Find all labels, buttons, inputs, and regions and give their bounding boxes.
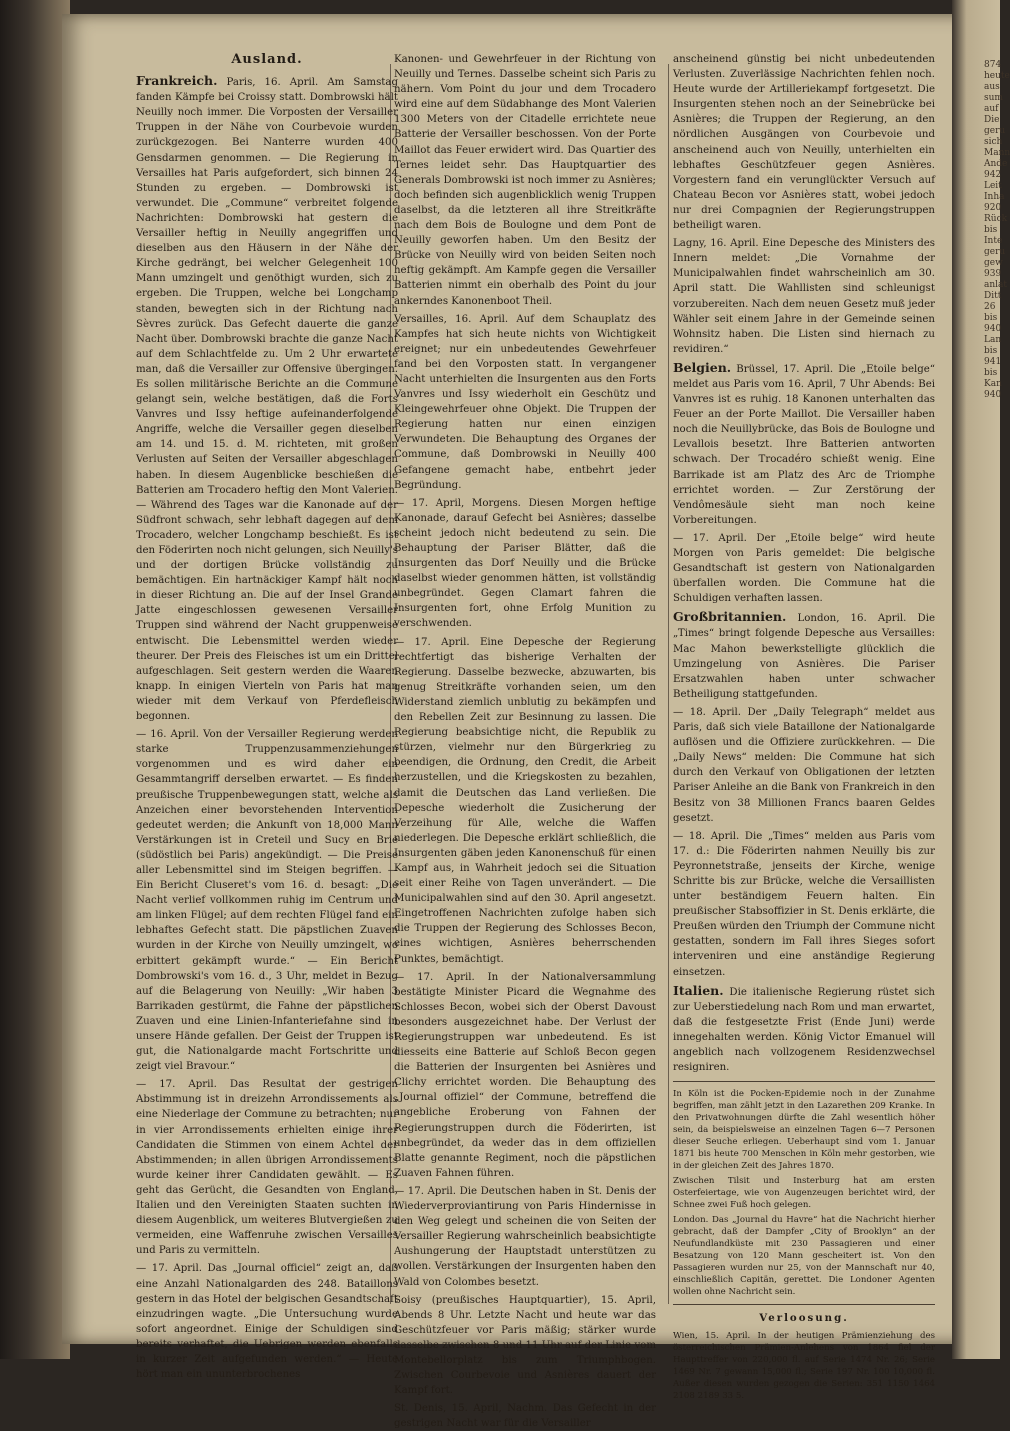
- article-paragraph: [394, 1401, 656, 1431]
- book-spine: [0, 0, 70, 1359]
- paragraph-text: Lagny, 16. April. Eine Depesche des Ministers des Innern meldet: „Die Vornahme der Municipalwahlen findet wahrscheinlich am 30. April statt. Die Wahllisten sind schleunigst vorzubereiten. Nach dem neuen Gesetz muß jeder Wähler seit einem Jahre in der Gemeinde seinen Wohnsitz haben. Die Listen sind hiernach zu revidiren.“: [673, 238, 935, 355]
- article-paragraph: [136, 1077, 398, 1258]
- country-heading: Belgien.: [673, 359, 732, 375]
- article-paragraph: [673, 360, 935, 528]
- paragraph-text: — 17. April. Der „Etoile belge“ wird heute Morgen von Paris gemeldet: Die belgische Gesandtschaft ist gestern von Nationalgarden überfallen worden. Die Commune hat die Schuldigen verhaften lassen.: [673, 532, 935, 605]
- divider: [673, 1304, 935, 1305]
- article-paragraph: [394, 635, 656, 967]
- paragraph-text: — 17. April. Das Resultat der gestrigen Abstimmung ist in dreizehn Arrondissements als eine Niederlage der Commune zu betrachten; nur in vier Arrondissements erhielten einige ihrer Candidaten die Stimmen von einem Achtel der Abstimmenden; in allen übrigen Arrondissements wurde keiner ihrer Candidaten gewählt. — Es geht das Gerücht, die Gesandten von England, Italien und den Vereinigten Staaten suchten in diesem Augenblick, um weiteres Blutvergießen zu vermeiden, eine Waffenruhe zwischen Versailles und Paris zu vermitteln.: [136, 1079, 398, 1257]
- article-paragraph: [673, 52, 935, 233]
- divider: [673, 1081, 935, 1082]
- news-brief: London. Das „Journal du Havre“ hat die Nachricht hierher gebracht, daß der Dampfer „City of Brooklyn“ an der Neufundlandküste mit 230 Passagieren und einer Besatzung von 120 Mann gescheitert ist. Von den Passagieren wurden nur 25, von der Mannschaft nur 40, einschließlich Capitän, gerettet. Die Londoner Agenten wollen ohne Nachricht sein.: [673, 1215, 935, 1298]
- next-page-text: 874 heute aus sum auf Die geru sich Mann Ande 942 Leit Inha 920 Rück bis Inte geru gew 939 anlat Ditt 26 bis 940 Lan bis 941 bis Kan 940: [984, 60, 1010, 400]
- country-heading: Frankreich.: [136, 73, 218, 89]
- article-paragraph: [136, 73, 398, 724]
- paragraph-text: Die italienische Regierung rüstet sich zur Ueberstiedelung nach Rom und man erwartet, daß die festgesetzte Frist (Ende Juni) werde innegehalten werden. König Victor Emanuel will angeblich nach vollzogenem Residenzwechsel resigniren.: [673, 986, 935, 1074]
- paragraph-text: — 17. April, Morgens. Diesen Morgen heftige Kanonade, darauf Gefecht bei Asnières; dasselbe scheint jedoch nicht bedeutend zu sein. Die Behauptung der Pariser Blätter, daß die Insurgenten das Dorf Neuilly und die Brücke daselbst wieder genommen hätten, ist vollständig unbegründet. Gegen Clamart fahren die Insurgenten fort, ohne Erfolg Munition zu verschwenden.: [394, 497, 656, 630]
- article-paragraph: [394, 52, 656, 309]
- paragraph-text: — 17. April. Die Deutschen haben in St. Denis der Wiederverproviantirung von Paris Hindernisse in den Weg gelegt und scheinen die von Seiten der Versailler Regierung wahrscheinlich beabsichtigte Aushungerung der Hauptstadt unterstützen zu wollen. Verstärkungen der Insurgenten haben den Wald von Colombes besetzt.: [394, 1185, 656, 1288]
- section-title: Ausland.: [231, 52, 303, 67]
- paragraph-text: Soisy (preußisches Hauptquartier), 15. April, Abends 8 Uhr. Letzte Nacht und heute war das Geschützfeuer vor Paris mäßig; stärker wurde dasselbe zwischen 8 und 11 Uhr auf der Linie vom Montebellorplatz bis zum Triumphbogen. Zwischen Courbevoie und Asnières dauert der Kampf fort.: [394, 1294, 656, 1397]
- article-paragraph: [136, 727, 398, 1074]
- column-1: [136, 52, 398, 1381]
- article-paragraph: [673, 609, 935, 702]
- paragraph-text: — 18. April. Der „Daily Telegraph“ meldet aus Paris, daß sich viele Bataillone der Nationalgarde auflösen und die Offiziere zurückkehren. — Die „Daily News“ melden: Die Commune hat sich durch den Verkauf von Obligationen der letzten Pariser Anleihe an die Bank von Frankreich in den Besitz von 38 Millionen Francs baaren Geldes gesetzt.: [673, 706, 935, 824]
- column-rule-2: [668, 64, 669, 1304]
- article-paragraph: [673, 236, 935, 357]
- article-paragraph: [394, 312, 656, 493]
- column-2: [394, 52, 656, 1430]
- paragraph-text: Brüssel, 17. April. Die „Etoile belge“ meldet aus Paris vom 16. April, 7 Uhr Abends: Bei Vanvres ist es ruhig. 18 Kanonen unterhalten das Feuer an der Porte Maillot. Die Versailler haben noch die Neuillybrücke, das Bois de Boulogne und Levallois besetzt. Ihre Batterien antworten schwach. Der Trocadéro schießt wenig. Eine Barrikade ist am Platz des Arc de Triomphe errichtet worden. — Zur Zerstörung der Vendômesäule sieht man noch keine Vorbereitungen.: [673, 363, 935, 526]
- verloosung-text: Wien, 15. April. In der heutigen Prämienziehung des österreichischen Prämien-Anlehens von 1864 fiel der Haupttreffer von 220,000 fl. auf Serie 1474 Nr. 26; Serie 1469 Nr. 7 gewann 15,000 fl.; Serie 197 Nr. 100 10,000 fl. Außer diesen wurden gezogen die Serien: 351 1150 1464 2108 2189 33 5.: [673, 1331, 935, 1402]
- paragraph-text: Paris, 16. April. Am Samstag fanden Kämpfe bei Croissy statt. Dombrowski hält Neuilly noch immer. Die Vorposten der Versailler Truppen in der Nähe von Courbevoie wurden zurückgezogen. Bei Nanterre wurden 400 Gensdarmen genommen. — Die Regierung in Versailles hat Paris aufgefordert, sich binnen 24 Stunden zu ergeben. — Dombrowski ist verwundet. Die „Commune“ verbreitet folgende Nachrichten: Dombrowski hat gestern die Versailler heftig in Neuilly angegriffen und dieselben aus den Häusern in der Nähe der Kirche gedrängt, bei welcher Gelegenheit 100 Mann umzingelt und genöthigt wurden, sich zu ergeben. Die Truppen, welche bei Longchamp standen, bewegten sich in der Richtung nach Sèvres zurück. Das Gefecht dauerte die ganze Nacht über. Dombrowski brachte die ganze Nacht auf dem Schlachtfelde zu. Um 2 Uhr erwartete man, daß die Versailler zur Offensive übergingen. Es sollen militärische Berichte an die Commune gelangt sein, welche bestätigen, daß die Forts Vanvres und Issy heftige aufeinanderfolgende Angriffe, welche die Versailler gegen dieselben am 14. und 15. d. M. richteten, mit großen Verlusten auf Seiten der Versailler abgeschlagen haben. In diesem Augenblicke beschießen die Batterien am Trocadero heftig den Mont Valerien. — Während des Tages war die Kanonade auf der Südfront schwach, sehr lebhaft dagegen auf dem Trocadero, welcher Longchamp beschießt. Es ist den Föderirten noch nicht gelungen, sich Neuilly's und der dortigen Brücke vollständig zu bemächtigen. Ein hartnäckiger Kampf hält noch in dieser Richtung an. Die auf der Insel Grande Jatte eingeschlossen gewesenen Versailler Truppen sind während der Nacht gruppenweise entwischt. Die Lebensmittel werden wieder theurer. Der Preis des Fleisches ist um ein Drittel aufgeschlagen. Seit gestern werden die Waaren knapp. In einigen Vierteln von Paris hat man wieder mit dem Verkauf von Pferdefleisch begonnen.: [136, 77, 398, 723]
- verloosung-title: Verloosung.: [759, 1312, 849, 1325]
- article-paragraph: [673, 705, 935, 826]
- paragraph-text: St. Denis, 15. April, Nachm. Das Gefecht in der gestrigen Nacht war für die Versailler: [394, 1403, 656, 1430]
- article-paragraph: [394, 496, 656, 632]
- paragraph-text: — 18. April. Die „Times“ melden aus Paris vom 17. d.: Die Föderirten nahmen Neuilly bis zur Peyronnetstraße, jenseits der Kirche, wenige Schritte bis zur Brücke, welche die Versaillisten unter beständigem Feuern halten. Ein preußischer Stabsoffizier in St. Denis erklärte, die Preußen würden den Triumph der Commune nicht gestatten, sondern im Fall ihres Sieges sofort interveniren und eine anständige Regierung einsetzen.: [673, 830, 935, 978]
- article-paragraph: [394, 970, 656, 1181]
- paragraph-text: anscheinend günstig bei nicht unbedeutenden Verlusten. Zuverlässige Nachrichten fehlen noch. Heute wurde der Artilleriekampf fortgesetzt. Die Insurgenten stehen noch an der Seinebrücke bei Asnières; die Truppen der Regierung, an den nördlichen Ausgängen von Courbevoie und anscheinend auch von Neuilly, unterhielten ein lebhaftes Geschützfeuer gegen Asnières. Vorgestern fand ein verunglückter Versuch auf Chateau Becon vor Asnières statt, wobei jedoch nur drei Compagnien der Regierungstruppen betheiligt waren.: [673, 54, 935, 232]
- news-brief: Zwischen Tilsit und Insterburg hat am ersten Osterfeiertage, wie von Augenzeugen berichtet wird, der Schnee zwei Fuß hoch gelegen.: [673, 1176, 935, 1211]
- paragraph-text: — 17. April. Das „Journal officiel“ zeigt an, daß eine Anzahl Nationalgarden des 248. Bataillons gestern in das Hotel der belgischen Gesandtschaft einzudringen wagte. „Die Untersuchung wurde sofort angeordnet. Einige der Schuldigen sind bereits verhaftet, die Uebrigen werden ebenfalls in kurzer Zeit aufgefunden werden.“ — Heute hört man ein ununterbrochenes: [136, 1263, 398, 1381]
- article-paragraph: [673, 829, 935, 980]
- paragraph-text: Kanonen- und Gewehrfeuer in der Richtung von Neuilly und Ternes. Dasselbe scheint sich Paris zu nähern. Vom Point du jour und dem Trocadero wird eine auf dem Südabhange des Mont Valerien 1300 Meters von der Citadelle errichtete neue Batterie der Versailler beschossen. Von der Porte Maillot das Feuer erwidert wird. Das Quartier des Ternes leidet sehr. Das Hauptquartier des Generals Dombrowski ist noch immer zu Asnières; doch befinden sich augenblicklich wenig Truppen daselbst, da die letzteren all ihre Streitkräfte nach dem Bois de Boulogne und dem Pont de Neuilly geworfen haben. Um den Besitz der Brücke von Neuilly wird von beiden Seiten noch heftig gekämpft. Am Kampfe gegen die Versailler Batterien nimmt ein oberhalb des Point du jour ankerndes Kanonenboot Theil.: [394, 54, 656, 307]
- country-heading: Italien.: [673, 982, 724, 998]
- article-paragraph: [394, 1184, 656, 1290]
- paragraph-text: — 16. April. Von der Versailler Regierung werden starke Truppenzusammenziehungen vorgenommen und es wird daher ein Gesammtangriff derselben erwartet. — Es finden preußische Truppenbewegungen statt, welche als Anzeichen einer bevorstehenden Intervention gedeutet werden; die Ankunft von 18,000 Mann Verstärkungen ist in Creteil und Sucy en Brie (südöstlich bei Paris) angekündigt. — Die Preise aller Lebensmittel sind im Steigen begriffen. — Ein Bericht Cluseret's vom 16. d. besagt: „Die Nacht verlief vollkommen ruhig im Centrum und am linken Flügel; auf dem rechten Flügel fand ein lebhaftes Gefecht statt. Die päpstlichen Zuaven wurden in der Kirche von Neuilly umzingelt, wo erbittert gekämpft wurde.“ — Ein Bericht Dombrowski's vom 16. d., 3 Uhr, meldet in Bezug auf die Belagerung von Neuilly: „Wir haben 3 Barrikaden gestürmt, die Fahne der päpstlichen Zuaven und eine Linien-Infanteriefahne sind in unsere Hände gefallen. Der Geist der Truppen ist gut, die Nationalgarde macht Fortschritte und zeigt viel Bravour.“: [136, 729, 398, 1073]
- country-heading: Großbritannien.: [673, 609, 787, 625]
- article-paragraph: [394, 1293, 656, 1399]
- paragraph-text: London, 16. April. Die „Times“ bringt folgende Depesche aus Versailles: Mac Mahon bewerkstelligte glücklich die Umzingelung von Asnières. Die Pariser Ersatzwahlen haben unter schwacher Betheiligung stattgefunden.: [673, 613, 935, 700]
- news-brief: In Köln ist die Pocken-Epidemie noch in der Zunahme begriffen, man zählt jetzt in den Lazarethen 209 Kranke. In den Privatwohnungen dürfte die Zahl wesentlich höher sein, da beispielsweise an einzelnen Tagen 6—7 Personen dieser Seuche erliegen. Ueberhaupt sind vom 1. Januar 1871 bis heute 700 Menschen in Köln mehr gestorben, wie in der gleichen Zeit des Jahres 1870.: [673, 1089, 935, 1172]
- paragraph-text: Versailles, 16. April. Auf dem Schauplatz des Kampfes hat sich heute nichts von Wichtigkeit ereignet; nur ein unbedeutendes Gewehrfeuer fand bei den Vorposten statt. In vergangener Nacht unterhielten die Insurgenten aus den Forts Vanvres und Issy wiederholt ein Geschütz und Kleingewehrfeuer ohne Objekt. Die Truppen der Regierung hatten nur einen einzigen Verwundeten. Die Behauptung des Organes der Commune, daß Dombrowski in Neuilly 400 Gefangene gemacht habe, entbehrt jeder Begründung.: [394, 313, 656, 491]
- article-paragraph: [673, 983, 935, 1076]
- column-3: [673, 52, 935, 1402]
- paragraph-text: — 17. April. Eine Depesche der Regierung rechtfertigt das bisherige Verhalten der Regierung. Dasselbe bezwecke, abzuwarten, bis genug Streitkräfte vorhanden seien, um den Widerstand ziemlich unblutig zu bekämpfen und den Rebellen Zeit zur Besinnung zu lassen. Die Regierung beabsichtige nicht, die Republik zu stürzen, vielmehr nur den Bürgerkrieg zu beendigen, die Ordnung, den Credit, die Arbeit herzustellen, und die Kriegskosten zu bezahlen, damit die Deutschen das Land verließen. Die Depesche wiederholt die Zusicherung der Verzeihung für Alle, welche die Waffen niederlegen. Die Depesche erklärt schließlich, die Insurgenten gäben jeden Kanonenschuß für einen Kampf aus, in Wahrheit jedoch sei die Situation seit einer Reihe von Tagen unverändert. — Die Municipalwahlen sind auf den 30. April angesetzt. Eingetroffenen Nachrichten zufolge haben sich die Truppen der Regierung des Schlosses Becon, eines wichtigen, Asnières beherrschenden Punktes, bemächtigt.: [394, 636, 656, 965]
- article-paragraph: [136, 1261, 398, 1382]
- paragraph-text: — 17. April. In der Nationalversammlung bestätigte Minister Picard die Wegnahme des Schlosses Becon, wobei sich der Oberst Davoust besonders ausgezeichnet habe. Der Verlust der Regierungstruppen war unbedeutend. Es ist diesseits eine Batterie auf Schloß Becon gegen die Batterien der Insurgenten bei Asnières und Clichy errichtet worden. Die Behauptung des „Journal offiziel“ der Commune, betreffend die angebliche Eroberung von Fahnen der Regierungstruppen durch die Föderirten, ist unbegründet, da weder das in dem offiziellen Blatte genannte Regiment, noch die päpstlichen Zuaven Fahnen führen.: [394, 971, 656, 1179]
- article-paragraph: [673, 531, 935, 606]
